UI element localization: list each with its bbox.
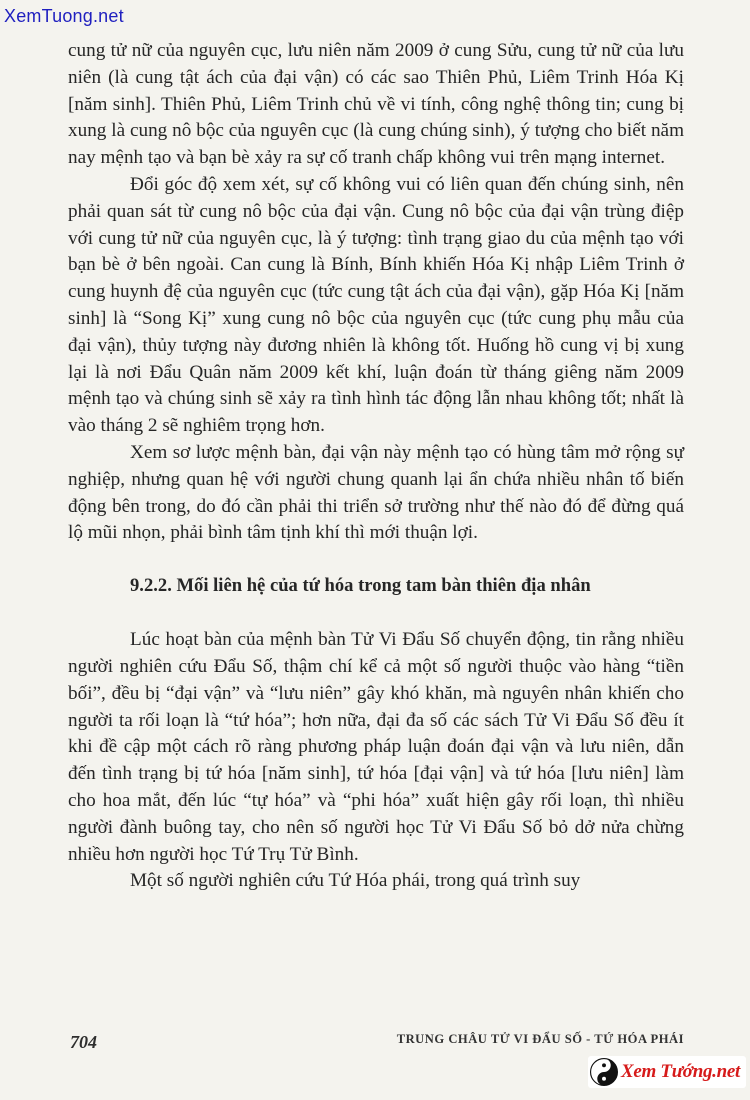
page-number: 704 (70, 1032, 97, 1052)
paragraph: Lúc hoạt bàn của mệnh bàn Tử Vi Đẩu Số chuyển động, tin rằng nhiều người nghiên cứu Đẩu Số, thậm chí kể cả một số người thuộc vào hàng “tiền bối”, đều bị “đại vận” và “lưu niên” gây khó khăn, mà nguyên nhân khiến cho người ta rối loạn là “tứ hóa”; hơn nữa, đại đa số các sách Tử Vi Đẩu Số đều ít khi đề cập một cách rõ ràng phương pháp luận đoán đại vận và lưu niên, dẫn đến tình trạng bị tứ hóa [năm sinh], tứ hóa [đại vận] và tứ hóa [lưu niên] làm cho hoa mắt, đến lúc “tự hóa” và “phi hóa” xuất hiện gây rối loạn, thì nhiều người đành buông tay, cho nên số người học Tử Vi Đẩu Số bỏ dở nửa chừng nhiều hơn người học Tứ Trụ Tử Bình. (68, 629, 684, 865)
paragraph-continued: cung tử nữ của nguyên cục, lưu niên năm 2009 ở cung Sửu, cung tử nữ của lưu niên (là cung tật ách của đại vận) có các sao Thiên Phủ, Liêm Trinh Hóa Kị [năm sinh]. Thiên Phủ, Liêm Trinh chủ về vi tính, công nghệ thông tin; cung bị xung là cung nô bộc của nguyên cục (là cung chúng sinh), ý tượng cho biết năm nay mệnh tạo và bạn bè xảy ra sự cố tranh chấp không vui trên mạng internet. (68, 40, 684, 169)
paragraph: Đổi góc độ xem xét, sự cố không vui có liên quan đến chúng sinh, nên phải quan sát từ cung nô bộc của đại vận. Cung nô bộc của đại vận trùng điệp với cung tử nữ của nguyên cục, là ý tượng: tình trạng giao du của mệnh tạo với bạn bè ở bên ngoài. Can cung là Bính, Bính khiến Hóa Kị nhập Liêm Trinh ở cung huynh đệ của nguyên cục (tức cung tật ách của đại vận), gặp Hóa Kị [năm sinh] là “Song Kị” xung cung nô bộc của nguyên cục (tức cung phụ mẫu của đại vận), thủy tượng này đương nhiên là không tốt. Huống hồ cung vị bị xung lại là nơi Đẩu Quân năm 2009 kết khí, luận đoán từ tháng giêng năm 2009 mệnh tạo và chúng sinh sẽ xảy ra tình hình tác động lẫn nhau không tốt; nhất là vào tháng 2 sẽ nghiêm trọng hơn. (68, 173, 684, 437)
paragraph-last: Một số người nghiên cứu Tứ Hóa phái, trong quá trình suy (130, 870, 581, 892)
section-heading: 9.2.2. Mối liên hệ của tứ hóa trong tam bàn thiên địa nhân (130, 575, 591, 597)
running-title: TRUNG CHÂU TỬ VI ĐẨU SỐ - TỨ HÓA PHÁI (396, 1032, 684, 1046)
yin-yang-icon (590, 1058, 618, 1086)
watermark-logo (588, 1056, 746, 1088)
paragraph: Xem sơ lược mệnh bàn, đại vận này mệnh tạo có hùng tâm mở rộng sự nghiệp, nhưng quan hệ với người chung quanh lại ẩn chứa nhiều nhân tố biến động bên trong, do đó cần phải thi triển sở trường như thế nào đó để đừng quá lộ mũi nhọn, phải bình tâm tịnh khí thì mới thuận lợi. (68, 441, 684, 544)
page-body (68, 38, 684, 895)
logo-text: Xem Tướng.net (620, 1061, 740, 1082)
watermark-top-text: XemTuong.net (4, 6, 124, 26)
